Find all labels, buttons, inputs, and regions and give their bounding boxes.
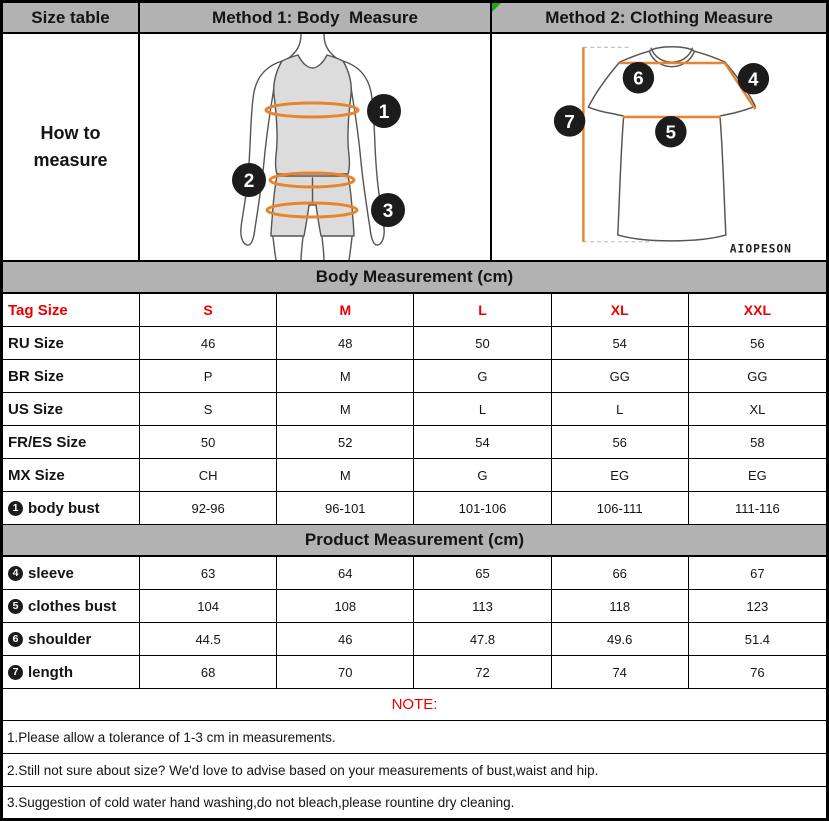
cell-value: GG <box>552 360 689 392</box>
cell-value: 101-106 <box>414 492 551 524</box>
cell-value: EG <box>747 467 767 483</box>
marker-6-badge <box>8 632 23 647</box>
cell-value: 67 <box>750 565 765 581</box>
cell-flag-triangle-icon <box>492 3 501 12</box>
cell-value: 76 <box>750 664 765 680</box>
cell-value: 74 <box>552 656 689 688</box>
note-line-1: 1.Please allow a tolerance of 1-3 cm in measurements. <box>3 721 826 754</box>
row-label-text: shoulder <box>28 630 92 648</box>
table-row-br-size <box>3 360 826 393</box>
table-row-clothes-bust <box>3 590 826 623</box>
cell-value: 108 <box>277 590 414 622</box>
marker-2-number: 2 <box>243 171 255 192</box>
row-label-text: clothes bust <box>28 597 117 615</box>
marker-5-badge-number: 5 <box>12 600 19 612</box>
note-line-3: 3.Suggestion of cold water hand washing,do not bleach,please rountine dry cleaning. <box>7 795 515 810</box>
marker-1-badge-number: 1 <box>12 502 19 514</box>
cell-value: 72 <box>414 656 551 688</box>
product-measurement-title: Product Measurement (cm) <box>3 525 826 557</box>
note-title: NOTE: <box>3 689 826 721</box>
row-label <box>3 557 140 589</box>
row-label: BR Size <box>3 360 140 392</box>
cell-value: 48 <box>277 327 414 359</box>
table-row-us-size <box>3 393 826 426</box>
row-label-text: body bust <box>28 499 100 517</box>
table-row-fres-size <box>3 426 826 459</box>
size-col-l: L <box>414 294 551 326</box>
cell-value: 113 <box>414 590 551 622</box>
cell-value: XL <box>749 401 766 417</box>
cell-value: G <box>414 459 551 491</box>
cell-value: 51.4 <box>744 631 771 647</box>
row-label: US Size <box>3 393 140 425</box>
size-col-xl: XL <box>552 294 689 326</box>
note-line-2: 2.Still not sure about size? We'd love to advise based on your measurements of bust,waist and hip. <box>3 754 826 787</box>
cell-value: 46 <box>277 623 414 655</box>
cell-value: 46 <box>140 327 277 359</box>
row-label-text: sleeve <box>28 564 74 582</box>
cell-value: M <box>277 360 414 392</box>
cell-value: 56 <box>552 426 689 458</box>
how-to-line2: measure <box>33 150 108 170</box>
row-label <box>3 656 140 688</box>
marker-6-badge-number: 6 <box>12 633 19 645</box>
marker-6-number: 6 <box>633 67 644 89</box>
marker-5-badge <box>8 599 23 614</box>
body-measurement-title: Body Measurement (cm) <box>3 262 826 294</box>
cell-value: 96-101 <box>277 492 414 524</box>
cell-value: G <box>414 360 551 392</box>
marker-7-badge <box>8 665 23 680</box>
method2-header-label: Method 2: Clothing Measure <box>545 7 773 27</box>
row-label: FR/ES Size <box>3 426 140 458</box>
cell-value: 58 <box>750 434 765 450</box>
table-row-mx-size <box>3 459 826 492</box>
clothing-measure-illustration <box>492 34 826 260</box>
how-to-line1: How to <box>40 123 101 143</box>
legs-outline <box>273 237 352 260</box>
cell-value: 66 <box>552 557 689 589</box>
marker-1-number: 1 <box>378 102 390 123</box>
tshirt-figure-svg <box>492 34 826 260</box>
cell-value: 123 <box>746 598 769 614</box>
cell-value: 118 <box>552 590 689 622</box>
cell-value: 70 <box>277 656 414 688</box>
cell-value: 52 <box>277 426 414 458</box>
cell-value: GG <box>747 368 768 384</box>
size-columns-header-row <box>3 294 826 327</box>
cell-value: 44.5 <box>140 623 277 655</box>
size-col-s: S <box>140 294 277 326</box>
marker-3-number: 3 <box>382 201 394 222</box>
size-col-xxl: XXL <box>743 302 771 318</box>
cell-value: 54 <box>414 426 551 458</box>
body-figure-svg <box>140 34 490 260</box>
illustration-row <box>3 34 826 262</box>
marker-7-badge-number: 7 <box>12 666 19 678</box>
cell-value: 65 <box>414 557 551 589</box>
cell-value: CH <box>140 459 277 491</box>
tag-size-header: Tag Size <box>3 294 140 326</box>
top-header-row <box>3 3 826 34</box>
table-row-ru-size <box>3 327 826 360</box>
cell-value: M <box>277 393 414 425</box>
row-label <box>3 623 140 655</box>
marker-1-badge <box>8 501 23 516</box>
cell-value: M <box>277 459 414 491</box>
how-to-measure-label <box>3 34 140 260</box>
row-label-text: length <box>28 663 73 681</box>
cell-value: 50 <box>414 327 551 359</box>
cell-value: 104 <box>140 590 277 622</box>
cell-value: S <box>140 393 277 425</box>
marker-5-number: 5 <box>665 121 677 143</box>
row-label: RU Size <box>3 327 140 359</box>
cell-value: EG <box>552 459 689 491</box>
cell-value: 54 <box>552 327 689 359</box>
cell-value: 47.8 <box>414 623 551 655</box>
cell-value: 56 <box>750 335 765 351</box>
cell-value: 64 <box>277 557 414 589</box>
row-label <box>3 492 140 524</box>
cell-value: 63 <box>140 557 277 589</box>
method2-header <box>492 3 826 32</box>
cell-value: L <box>414 393 551 425</box>
size-col-m: M <box>277 294 414 326</box>
cell-value: 111-116 <box>734 500 780 516</box>
cell-value: 49.6 <box>552 623 689 655</box>
size-table-header: Size table <box>3 3 140 32</box>
cell-value: 92-96 <box>140 492 277 524</box>
table-row-body-bust <box>3 492 826 525</box>
cell-value: L <box>552 393 689 425</box>
table-row-shoulder <box>3 623 826 656</box>
cell-value: P <box>140 360 277 392</box>
cell-value: 106-111 <box>552 492 689 524</box>
method1-header: Method 1: Body Measure <box>140 3 492 32</box>
marker-4-badge-number: 4 <box>12 567 19 579</box>
marker-4-number: 4 <box>748 68 759 90</box>
cell-value: 68 <box>140 656 277 688</box>
body-measure-illustration <box>140 34 492 260</box>
row-label: MX Size <box>3 459 140 491</box>
cell-value: 50 <box>140 426 277 458</box>
brand-text: AIOPESON <box>729 242 792 256</box>
table-row-length <box>3 656 826 689</box>
row-label <box>3 590 140 622</box>
marker-4-badge <box>8 566 23 581</box>
marker-7-number: 7 <box>564 110 575 132</box>
table-row-sleeve <box>3 557 826 590</box>
